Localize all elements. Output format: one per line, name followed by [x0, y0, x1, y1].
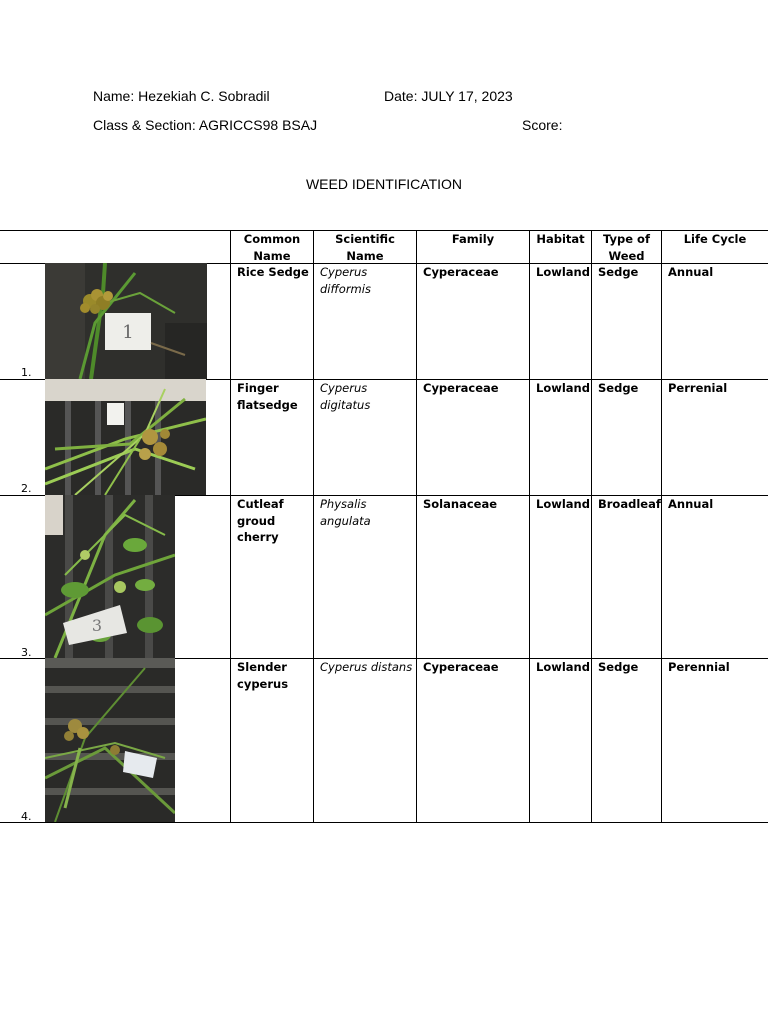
common-name-cell: Slender cyperus [237, 660, 289, 691]
scientific-name-cell: Cyperus distans [320, 660, 413, 674]
scientific-name-cell: Physalis angulata [320, 497, 371, 528]
weed-photo-4 [45, 658, 175, 822]
header-common-name: Common Name [243, 232, 301, 263]
family-cell: Solanaceae [423, 497, 498, 511]
weed-photo-2 [45, 379, 206, 495]
life-cycle-cell: Perrenial [668, 381, 728, 395]
family-cell: Cyperaceae [423, 660, 499, 674]
family-cell: Cyperaceae [423, 381, 499, 395]
header-scientific-name: Scientific Name [335, 232, 395, 263]
common-name-cell: Finger flatsedge [237, 381, 298, 412]
type-cell: Sedge [598, 660, 639, 674]
weed-photo-3 [45, 495, 175, 658]
habitat-cell: Lowland [536, 381, 590, 395]
type-cell: Sedge [598, 265, 639, 279]
life-cycle-cell: Annual [668, 497, 714, 511]
header-habitat: Habitat [536, 232, 585, 246]
row-number: 4. [21, 810, 32, 823]
type-cell: Broadleaf [598, 497, 661, 511]
life-cycle-cell: Annual [668, 265, 714, 279]
scientific-name-cell: Cyperus difformis [320, 265, 371, 296]
class-section: Class & Section: AGRICCS98 BSAJ [93, 117, 318, 133]
svg-text:3: 3 [91, 616, 103, 635]
page-title: WEED IDENTIFICATION [305, 176, 463, 192]
date-text: Date: JULY 17, 2023 [384, 88, 513, 104]
life-cycle-cell: Perennial [668, 660, 730, 674]
weed-table [0, 230, 768, 823]
row-number: 1. [21, 366, 32, 379]
weed-photo-1 [45, 263, 207, 379]
common-name-cell: Rice Sedge [237, 265, 309, 279]
header-life-cycle: Life Cycle [683, 232, 747, 246]
habitat-cell: Lowland [536, 265, 590, 279]
row-number: 2. [21, 482, 32, 495]
student-name: Name: Hezekiah C. Sobradil [93, 88, 270, 104]
habitat-cell: Lowland [536, 497, 590, 511]
score-label: Score: [522, 117, 563, 133]
scientific-name-cell: Cyperus digitatus [320, 381, 371, 412]
svg-text:1: 1 [122, 322, 134, 343]
type-cell: Sedge [598, 381, 639, 395]
habitat-cell: Lowland [536, 660, 590, 674]
common-name-cell: Cutleaf groud cherry [237, 497, 284, 544]
family-cell: Cyperaceae [423, 265, 499, 279]
header-type-of-weed: Type of Weed [603, 232, 650, 263]
row-number: 3. [21, 646, 32, 659]
header-family: Family [451, 232, 495, 246]
